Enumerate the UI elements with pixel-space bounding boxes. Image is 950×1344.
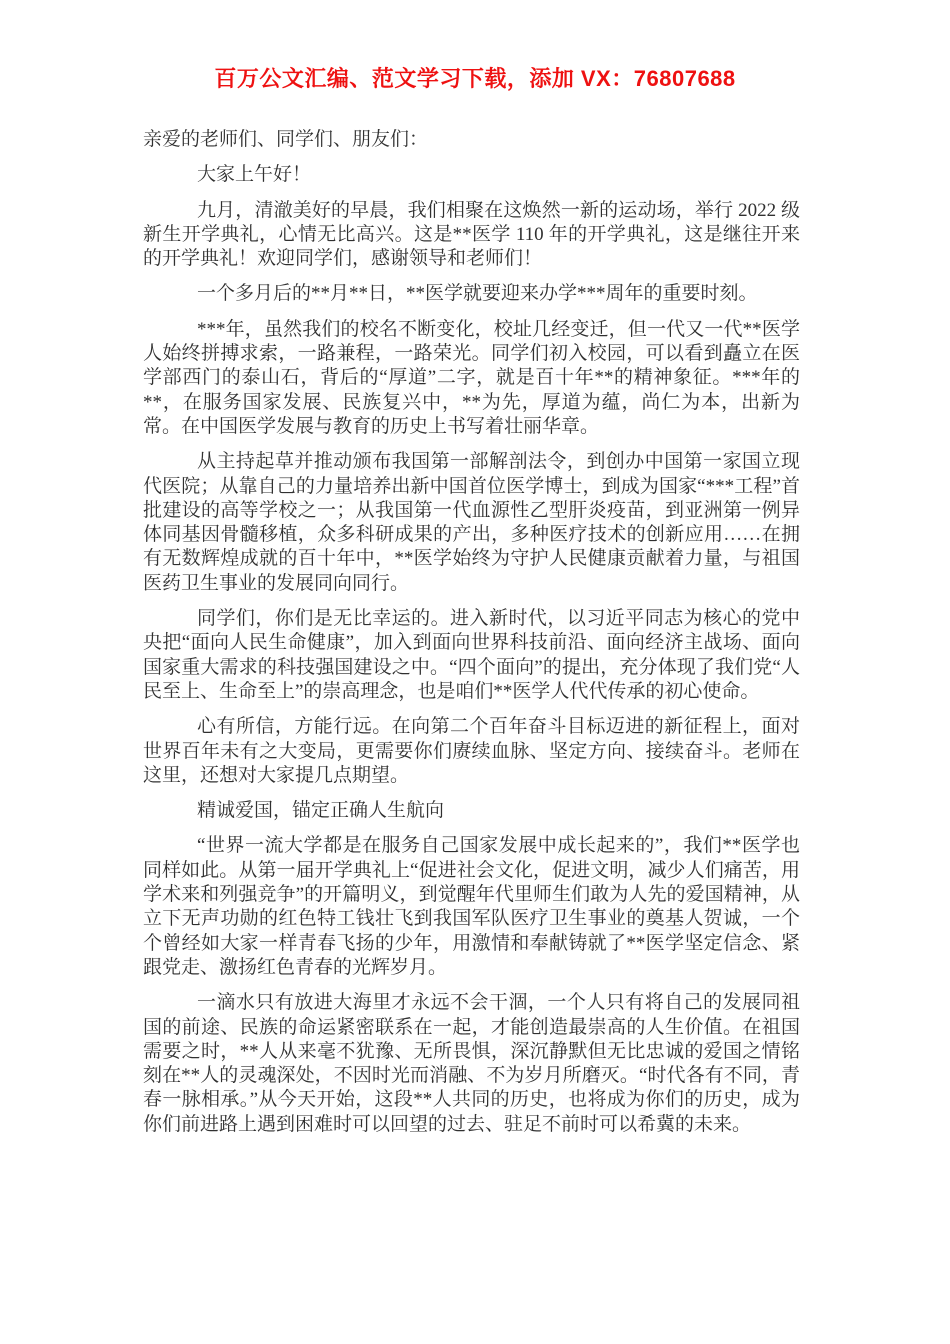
salutation: 亲爱的老师们、同学们、朋友们： [143, 129, 429, 150]
paragraph: 心有所信，方能行远。在向第二个百年奋斗目标迈进的新征程上，面对世界百年未有之大变局，更需要你们赓续血脉、坚定方向、接续奋斗。老师在这里，还想对大家提几点期望。 [143, 716, 800, 786]
paragraph: 从主持起草并推动颁布我国第一部解剖法令，到创办中国第一家国立现代医院；从靠自己的力量培养出新中国首位医学博士，到成为国家“***工程”首批建设的高等学校之一；从我国第一代血源性乙型肝炎疫苗，到亚洲第一例异体同基因骨髓移植，众多科研成果的产出，多种医疗技术的创新应用……在拥有无数辉煌成就的百十年中，**医学始终为守护人民健康贡献着力量，与祖国医药卫生事业的发展同向同行。 [143, 451, 800, 594]
paragraph-list [143, 163, 800, 1137]
paragraph: ***年，虽然我们的校名不断变化，校址几经变迁，但一代又一代**医学人始终拼搏求索，一路兼程，一路荣光。同学们初入校园，可以看到矗立在医学部西门的泰山石，背后的“厚道”二字，就是百十年**的精神象征。***年的**，在服务国家发展、民族复兴中，**为先，厚道为蕴，尚仁为本，出新为常。在中国医学发展与教育的历史上书写着壮丽华章。 [143, 318, 800, 437]
paragraph: 大家上午好！ [197, 164, 312, 186]
paragraph: 精诚爱国，锚定正确人生航向 [197, 800, 445, 822]
paragraph: 同学们，你们是无比幸运的。进入新时代，以习近平同志为核心的党中央把“面向人民生命健康”，加入到面向世界科技前沿、面向经济主战场、面向国家重大需求的科技强国建设之中。“四个面向”的提出，充分体现了我们党“人民至上、生命至上”的崇高理念，也是咱们**医学人代代传承的初心使命。 [143, 608, 800, 702]
promo-header-text: 百万公文汇编、范文学习下载，添加 VX：76807688 [214, 66, 736, 91]
paragraph: 一滴水只有放进大海里才永远不会干涸，一个人只有将自己的发展同祖国的前途、民族的命运紧密联系在一起，才能创造最崇高的人生价值。在祖国需要之时，**人从来毫不犹豫、无所畏惧，深沉静默但无比忠诚的爱国之情铭刻在**人的灵魂深处，不因时光而消融、不为岁月所磨灭。“时代各有不同，青春一脉相承。”从今天开始，这段**人共同的历史，也将成为你们的历史，成为你们前进路上遇到困难时可以回望的过去、驻足不前时可以希冀的未来。 [143, 992, 800, 1135]
paragraph: 九月，清澈美好的早晨，我们相聚在这焕然一新的运动场，举行 2022 级新生开学典礼，心情无比高兴。这是**医学 110 年的开学典礼，这是继往开来的开学典礼！欢迎同学们，感谢领导和老师们！ [143, 199, 800, 270]
paragraph: “世界一流大学都是在服务自己国家发展中成长起来的”，我们**医学也同样如此。从第一届开学典礼上“促进社会文化，促进文明，减少人们痛苦，用学术来和列强竞争”的开篇明义，到觉醒年代里师生们敢为人先的爱国精神，从立下无声功勋的红色特工钱壮飞到我国军队医疗卫生事业的奠基人贺诚，一个个曾经如大家一样青春飞扬的少年，用激情和奉献铸就了**医学坚定信念、紧跟党走、激扬红色青春的光辉岁月。 [143, 835, 800, 978]
document-body [0, 128, 950, 1137]
paragraph: 一个多月后的**月**日，**医学就要迎来办学***周年的重要时刻。 [197, 283, 758, 305]
